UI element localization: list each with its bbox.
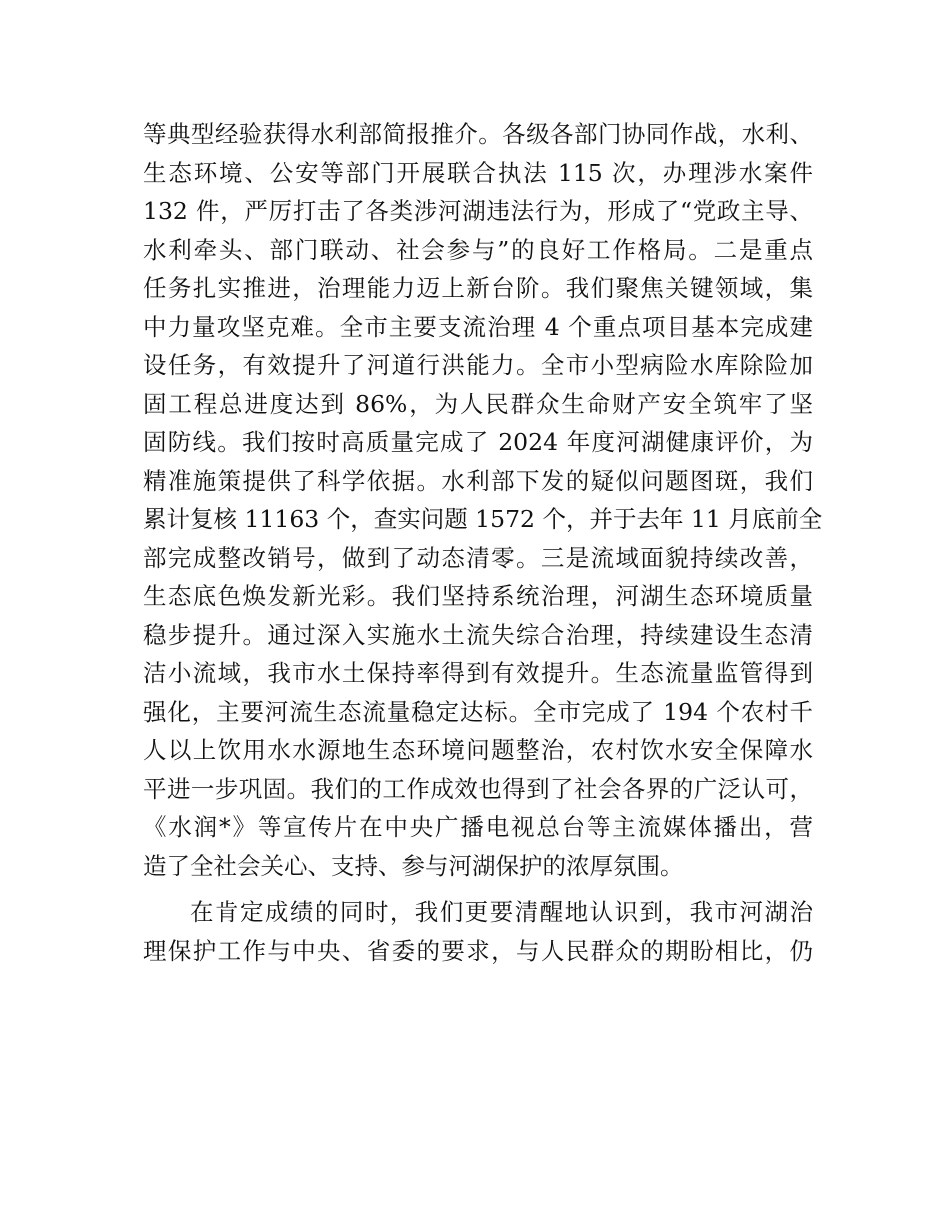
text-line: 中力量攻坚克难。全市主要支流治理 4 个重点项目基本完成建 bbox=[143, 312, 813, 341]
text-line: 平进一步巩固。我们的工作成效也得到了社会各界的广泛认可， bbox=[143, 774, 813, 803]
paragraph-1 bbox=[143, 115, 823, 885]
paragraph-2 bbox=[143, 893, 813, 970]
text-line: 累计复核 11163 个，查实问题 1572 个，并于去年 11 月底前全 bbox=[143, 505, 823, 533]
text-line: 部完成整改销号，做到了动态清零。三是流域面貌持续改善， bbox=[143, 543, 813, 572]
text-line: 固工程总进度达到 86%，为人民群众生命财产安全筑牢了坚 bbox=[143, 389, 813, 418]
text-line: 精准施策提供了科学依据。水利部下发的疑似问题图斑，我们 bbox=[143, 466, 813, 495]
text-line: 《水润*》等宣传片在中央广播电视总台等主流媒体播出，营 bbox=[143, 813, 813, 841]
text-line: 生态环境、公安等部门开展联合执法 115 次，办理涉水案件 bbox=[143, 158, 813, 187]
text-line: 等典型经验获得水利部简报推介。各级各部门协同作战，水利、 bbox=[143, 120, 813, 148]
text-line: 设任务，有效提升了河道行洪能力。全市小型病险水库除险加 bbox=[143, 351, 813, 379]
text-line: 洁小流域，我市水土保持率得到有效提升。生态流量监管得到 bbox=[143, 659, 813, 687]
text-line: 132 件，严厉打击了各类涉河湖违法行为，形成了“党政主导、 bbox=[143, 197, 813, 225]
text-line: 生态底色焕发新光彩。我们坚持系统治理，河湖生态环境质量 bbox=[143, 582, 813, 610]
body-text bbox=[143, 115, 823, 970]
text-line: 人以上饮用水水源地生态环境问题整治，农村饮水安全保障水 bbox=[143, 736, 813, 764]
text-line: 任务扎实推进，治理能力迈上新台阶。我们聚焦关键领域，集 bbox=[143, 274, 813, 302]
text-line: 水利牵头、部门联动、社会参与”的良好工作格局。二是重点 bbox=[143, 235, 813, 264]
text-line: 稳步提升。通过深入实施水土流失综合治理，持续建设生态清 bbox=[143, 620, 813, 649]
text-line: 强化，主要河流生态流量稳定达标。全市完成了 194 个农村千 bbox=[143, 697, 813, 726]
text-line: 理保护工作与中央、省委的要求，与人民群众的期盼相比，仍 bbox=[143, 936, 813, 965]
text-line: 固防线。我们按时高质量完成了 2024 年度河湖健康评价，为 bbox=[143, 428, 813, 456]
text-line: 造了全社会关心、支持、参与河湖保护的浓厚氛围。 bbox=[143, 851, 684, 880]
paragraph-spacer bbox=[143, 885, 813, 893]
text-line: 在肯定成绩的同时，我们更要清醒地认识到，我市河湖治 bbox=[190, 898, 813, 926]
